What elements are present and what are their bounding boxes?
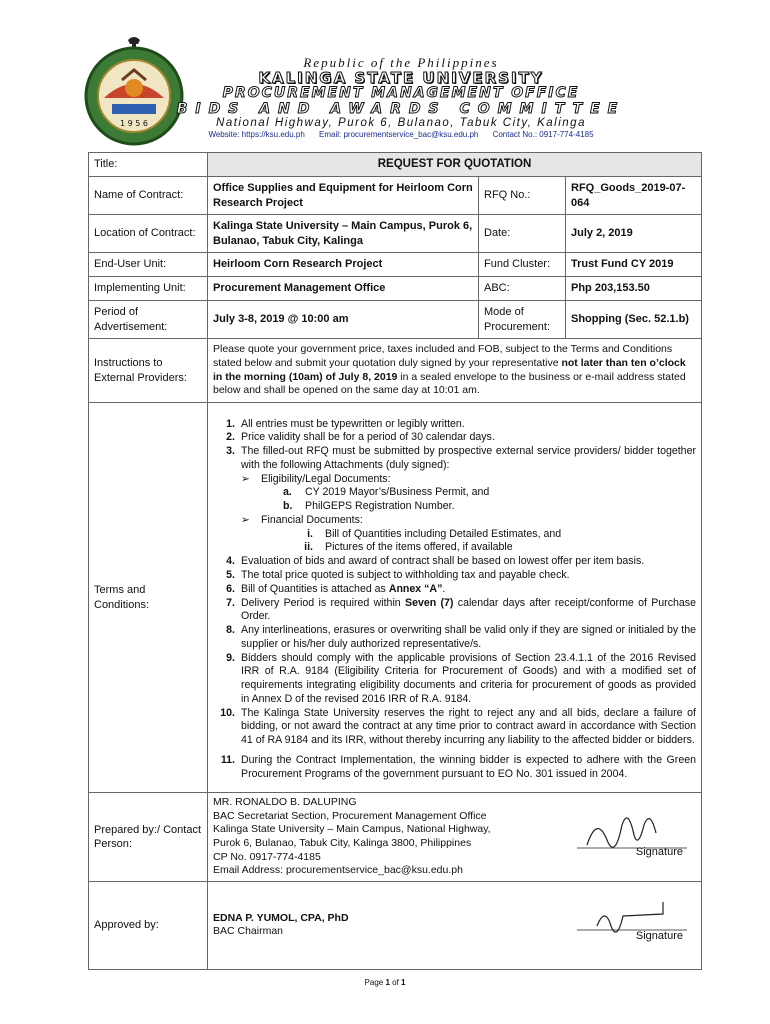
university-name: KALINGA STATE UNIVERSITY	[258, 69, 544, 87]
terms-label: Terms and Conditions:	[89, 403, 208, 793]
approved-name: EDNA P. YUMOL, CPA, PhD	[213, 911, 349, 924]
rfq-no-label: RFQ No.:	[479, 177, 566, 215]
signature-label-2: Signature	[635, 929, 683, 942]
list-item: 4. Evaluation of bids and award of contract shall be based on lowest offer per item basis.	[226, 555, 645, 568]
list-item: a. CY 2019 Mayor’s/Business Permit, and	[283, 486, 490, 499]
implementing-label: Implementing Unit:	[89, 277, 208, 301]
svg-text:1 9 5 6: 1 9 5 6	[120, 119, 148, 128]
prepared-name: MR. RONALDO B. DALUPING	[213, 796, 357, 808]
arrow-icon: ➢	[241, 513, 250, 526]
letterhead	[0, 0, 770, 150]
instructions-label: Instructions to External Providers:	[89, 339, 208, 403]
list-item: 11. During the Contract Implementation, the winning bidder is expected to adhere with the Green Procurement Programs of the government pursuant to EO No. 301 issued in 2004.	[220, 753, 696, 780]
contact-number: Contact No.: 0917-774-4185	[492, 130, 594, 139]
fund-cluster-value: Trust Fund CY 2019	[566, 253, 702, 277]
approved-details	[208, 881, 702, 969]
location-label: Location of Contract:	[89, 215, 208, 253]
end-user-label: End-User Unit:	[89, 253, 208, 277]
mode-label: Mode of Procurement:	[479, 301, 566, 339]
implementing-value: Procurement Management Office	[208, 277, 479, 301]
signature-label-1: Signature	[635, 845, 683, 858]
contract-name-label: Name of Contract:	[89, 177, 208, 215]
list-item: ii. Pictures of the items offered, if available	[304, 541, 513, 554]
website-link[interactable]: Website: https://ksu.edu.ph	[208, 130, 305, 139]
mode-value: Shopping (Sec. 52.1.b)	[566, 301, 702, 339]
period-label: Period of Advertisement:	[89, 301, 208, 339]
republic-line: Republic of the Philippines	[303, 55, 499, 70]
prepared-email: Email Address: procurementservice_bac@ksu.edu.ph	[213, 864, 463, 877]
period-value: July 3-8, 2019 @ 10:00 am	[208, 301, 479, 339]
page-footer: Page 1 of 1	[364, 978, 406, 987]
list-item: 3. The filled-out RFQ must be submitted by prospective external service providers/ bidder together with the following Attachments (duly signed):	[226, 445, 696, 471]
fund-cluster-label: Fund Cluster:	[479, 253, 566, 277]
list-item: 6. Bill of Quantities is attached as Annex “A”.	[226, 582, 446, 595]
instructions-text: Please quote your government price, taxes included and FOB, subject to the Terms and Conditions stated below and submit your quotation duly signed by your representative not later than ten o’clock in the morning (10am) of July 8, 2019 in a sealed envelope to the business or e-mail address stated below and shall be opened on the same day at 10:01 am.	[208, 339, 702, 403]
approved-label: Approved by:	[89, 881, 208, 969]
date-value: July 2, 2019	[566, 215, 702, 253]
list-item: 9. Bidders should comply with the applicable provisions of Section 23.4.1.1 of the 2016 Revised IRR of R.A. 9184 (Eligibility Criteria for Procurement of Goods) and with a modified set of requirements integrating eligibility documents and criteria for procurement of goods as provided in Annex D of the revised 2016 IRR of R.A. 9184.	[226, 651, 696, 705]
title-value: REQUEST FOR QUOTATION	[208, 153, 702, 177]
committee-name: BIDS AND AWARDS COMMITTEE	[176, 101, 626, 117]
list-item: 8. Any interlineations, erasures or overwriting shall be valid only if they are signed or initialed by the supplier or his/her duly authorized representative/s.	[226, 624, 696, 650]
office-name: PROCUREMENT MANAGEMENT OFFICE	[222, 85, 580, 101]
list-item: b. PhilGEPS Registration Number.	[283, 500, 455, 513]
location-value: Kalinga State University – Main Campus, Purok 6, Bulanao, Tabuk City, Kalinga	[208, 215, 479, 253]
arrow-icon: ➢	[241, 472, 250, 485]
eligibility-heading: ➢ Eligibility/Legal Documents:	[241, 472, 391, 485]
list-item: 10. The Kalinga State University reserves the right to reject any and all bids, declare a failure of bidding, or not award the contract at any time prior to contract award in accordance with Section 41 of RA 9184 and its IRR, without thereby incurring any liability to the affected bidder or bidders.	[220, 706, 696, 747]
list-item: 1. All entries must be typewritten or legibly written.	[226, 417, 465, 430]
list-item: 5. The total price quoted is subject to withholding tax and payable check.	[226, 568, 570, 581]
prepared-label: Prepared by:/ Contact Person:	[89, 793, 208, 882]
terms-list	[208, 403, 702, 793]
abc-value: Php 203,153.50	[566, 277, 702, 301]
financial-heading: ➢ Financial Documents:	[241, 513, 363, 526]
contact-line	[16, 130, 770, 139]
list-item: 7. Delivery Period is required within Seven (7) calendar days after receipt/conforme of Purchase Order.	[226, 596, 696, 623]
date-label: Date:	[479, 215, 566, 253]
prepared-details: MR. RONALDO B. DALUPING BAC Secretariat Section, Procurement Management Office Kalinga State University – Main Campus, National Highway, Purok 6, Bulanao, Tabuk City, Kalinga 3800, Philippines CP No. 0917-774-4185 Email Address: procurementservice_bac@ksu.edu.ph Signature	[208, 793, 702, 882]
email-link[interactable]: Email: procurementservice_bac@ksu.edu.ph	[319, 130, 479, 139]
list-item: i. Bill of Quantities including Detailed Estimates, and	[307, 527, 562, 540]
approved-title: BAC Chairman	[213, 925, 284, 938]
end-user-value: Heirloom Corn Research Project	[208, 253, 479, 277]
title-label: Title:	[89, 153, 208, 177]
contract-name-value: Office Supplies and Equipment for Heirloom Corn Research Project	[208, 177, 479, 215]
rfq-table	[88, 152, 702, 970]
university-address: National Highway, Purok 6, Bulanao, Tabuk City, Kalinga	[216, 117, 586, 129]
abc-label: ABC:	[479, 277, 566, 301]
rfq-no-value: RFQ_Goods_2019-07-064	[566, 177, 702, 215]
list-item: 2. Price validity shall be for a period of 30 calendar days.	[226, 431, 495, 444]
